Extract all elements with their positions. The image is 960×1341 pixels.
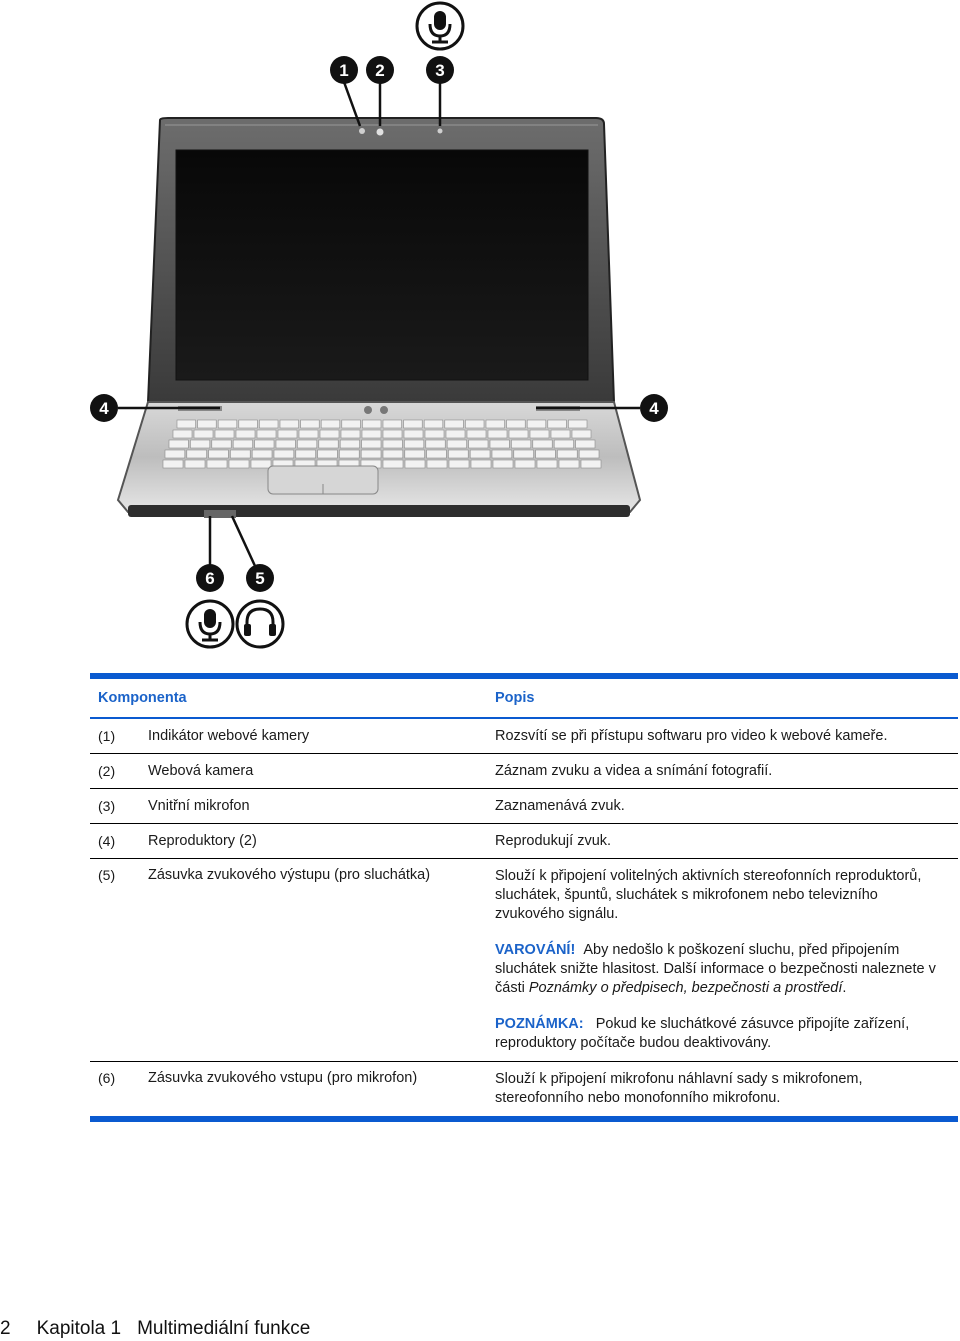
keyboard-key xyxy=(469,440,488,448)
callout-number: 3 xyxy=(435,61,445,80)
row-number: (6) xyxy=(98,1070,116,1086)
table-row xyxy=(90,859,958,1062)
keyboard-key xyxy=(405,460,425,468)
keyboard-key xyxy=(362,420,381,428)
keyboard-key xyxy=(530,430,549,438)
keyboard-key xyxy=(568,420,587,428)
keyboard-key xyxy=(230,450,250,458)
keyboard-key xyxy=(198,420,217,428)
keyboard-key xyxy=(488,430,507,438)
keyboard-key xyxy=(581,460,601,468)
keyboard-key xyxy=(190,440,209,448)
keyboard-key xyxy=(447,440,466,448)
keyboard-key xyxy=(383,440,402,448)
keyboard-key xyxy=(383,450,403,458)
keyboard-key xyxy=(492,450,512,458)
page-number: 2 xyxy=(0,1318,11,1339)
keyboard-key xyxy=(251,460,271,468)
keyboard-key xyxy=(207,460,227,468)
keyboard-key xyxy=(559,460,579,468)
keyboard-key xyxy=(341,430,360,438)
keyboard-key xyxy=(514,450,534,458)
keyboard-key xyxy=(537,460,557,468)
headphones-icon xyxy=(237,601,283,647)
callout-number: 6 xyxy=(205,569,215,588)
keyboard-key xyxy=(297,440,316,448)
keyboard-key xyxy=(229,460,249,468)
keyboard-key xyxy=(163,460,183,468)
table-row xyxy=(90,719,958,754)
callout-badge xyxy=(426,56,454,84)
note-paragraph xyxy=(495,1015,950,1053)
keyboard-key xyxy=(465,420,484,428)
keyboard-key xyxy=(239,420,258,428)
warning-end: . xyxy=(842,980,847,996)
keyboard-key xyxy=(509,430,528,438)
row-component: Zásuvka zvukového vstupu (pro mikrofon) xyxy=(148,1070,418,1086)
row-description: Slouží k připojení mikrofonu náhlavní sady s mikrofonem, stereofonního nebo monofonního mikrofonu. xyxy=(495,1071,863,1106)
keyboard-key xyxy=(572,430,591,438)
keyboard-key xyxy=(404,430,423,438)
table-row xyxy=(90,789,958,824)
row-description: Slouží k připojení volitelných aktivních stereofonních reproduktorů, sluchátek, špuntů, sluchátek s mikrofonem nebo televizního zvukového signálu. xyxy=(495,868,922,922)
keyboard-key xyxy=(299,430,318,438)
keyboard-key xyxy=(361,450,381,458)
keyboard-key xyxy=(257,430,276,438)
row-component: Vnitřní mikrofon xyxy=(148,798,250,814)
keyboard-key xyxy=(557,450,577,458)
warning-paragraph xyxy=(495,941,950,998)
row-component: Reproduktory (2) xyxy=(148,833,257,849)
keyboard-key xyxy=(536,450,556,458)
keyboard-key xyxy=(342,420,361,428)
callout-number: 4 xyxy=(99,399,109,418)
keyboard-key xyxy=(448,450,468,458)
keyboard-key xyxy=(533,440,552,448)
table-row xyxy=(90,754,958,789)
callout-badge xyxy=(90,394,118,422)
callout-number: 4 xyxy=(649,399,659,418)
keyboard-key xyxy=(318,450,338,458)
keyboard-key xyxy=(527,420,546,428)
chapter-label: Kapitola 1 xyxy=(36,1318,122,1339)
keyboard-key xyxy=(276,440,295,448)
keyboard-key xyxy=(426,440,445,448)
row-description: Zaznamenává zvuk. xyxy=(495,797,625,814)
keyboard-key xyxy=(339,450,359,458)
keyboard-key xyxy=(320,430,339,438)
keyboard-key xyxy=(576,440,595,448)
keyboard-key xyxy=(490,440,509,448)
keyboard-key xyxy=(362,440,381,448)
row-description: Záznam zvuku a videa a snímání fotografií. xyxy=(495,762,773,779)
keyboard-key xyxy=(280,420,299,428)
keyboard-key xyxy=(471,460,491,468)
keyboard-key xyxy=(383,460,403,468)
row-number: (2) xyxy=(98,763,116,779)
keyboard-key xyxy=(301,420,320,428)
keyboard-key xyxy=(215,430,234,438)
row-component: Webová kamera xyxy=(148,763,254,779)
callout-badge xyxy=(196,564,224,592)
keyboard-key xyxy=(321,420,340,428)
row-number: (3) xyxy=(98,798,116,814)
page-footer xyxy=(0,1318,310,1340)
warning-reference: Poznámky o předpisech, bezpečnosti a prostředí xyxy=(528,980,843,996)
header-component: Komponenta xyxy=(98,690,187,706)
keyboard-key xyxy=(319,440,338,448)
keyboard-key xyxy=(405,450,425,458)
callout-number: 5 xyxy=(255,569,265,588)
callout-number: 2 xyxy=(375,61,385,80)
keyboard-key xyxy=(445,420,464,428)
keyboard-key xyxy=(383,420,402,428)
keyboard-key xyxy=(173,430,192,438)
keyboard-key xyxy=(493,460,513,468)
keyboard-key xyxy=(169,440,188,448)
callout-badge xyxy=(366,56,394,84)
keyboard-key xyxy=(425,430,444,438)
keyboard-key xyxy=(486,420,505,428)
callout-badge xyxy=(246,564,274,592)
microphone-icon xyxy=(187,601,233,647)
keyboard-key xyxy=(511,440,530,448)
row-number: (1) xyxy=(98,728,116,744)
table-bottom-rule xyxy=(90,1116,958,1122)
keyboard-key xyxy=(383,430,402,438)
keyboard-key xyxy=(515,460,535,468)
keyboard-key xyxy=(579,450,599,458)
row-description: Reprodukují zvuk. xyxy=(495,832,612,849)
warning-label: VAROVÁNÍ! xyxy=(495,942,576,958)
keyboard-key xyxy=(404,440,423,448)
warning-text: Aby nedošlo k poškození sluchu, před připojením sluchátek snižte hlasitost. Další informace o bezpečnosti naleznete v části xyxy=(495,942,936,996)
callout-badge xyxy=(330,56,358,84)
keyboard-key xyxy=(467,430,486,438)
microphone-icon xyxy=(417,3,463,49)
keyboard-key xyxy=(427,450,447,458)
row-component: Indikátor webové kamery xyxy=(148,728,310,744)
keyboard-key xyxy=(165,450,185,458)
keyboard-key xyxy=(236,430,255,438)
row-component: Zásuvka zvukového výstupu (pro sluchátka) xyxy=(148,867,431,883)
chapter-title: Multimediální funkce xyxy=(137,1318,311,1339)
webcam-lens xyxy=(377,129,384,136)
keyboard-key xyxy=(404,420,423,428)
webcam-light xyxy=(359,128,365,134)
callout-badge xyxy=(640,394,668,422)
table-header xyxy=(90,679,958,717)
keyboard-key xyxy=(446,430,465,438)
keyboard-key xyxy=(507,420,526,428)
keyboard-key xyxy=(185,460,205,468)
laptop-illustration xyxy=(0,0,960,660)
note-label: POZNÁMKA: xyxy=(495,1016,584,1032)
keyboard-key xyxy=(194,430,213,438)
keyboard-key xyxy=(427,460,447,468)
callout-number: 1 xyxy=(339,61,349,80)
keyboard-key xyxy=(548,420,567,428)
table-row xyxy=(90,824,958,859)
keyboard-key xyxy=(424,420,443,428)
keyboard-key xyxy=(340,440,359,448)
keyboard-key xyxy=(274,450,294,458)
keyboard-key xyxy=(187,450,207,458)
row-description: Rozsvítí se při přístupu softwaru pro video k webové kameře. xyxy=(495,727,888,744)
keyboard-key xyxy=(218,420,237,428)
keyboard-key xyxy=(233,440,252,448)
laptop-screen xyxy=(176,150,588,380)
keyboard-key xyxy=(470,450,490,458)
row-number: (4) xyxy=(98,833,116,849)
row-number: (5) xyxy=(98,867,116,883)
table-row xyxy=(90,1062,958,1116)
keyboard-key xyxy=(209,450,229,458)
internal-mic xyxy=(438,129,443,134)
keyboard-key xyxy=(296,450,316,458)
keyboard-key xyxy=(255,440,274,448)
keyboard-key xyxy=(177,420,196,428)
keyboard-key xyxy=(252,450,272,458)
keyboard-key xyxy=(551,430,570,438)
header-description: Popis xyxy=(495,690,535,706)
keyboard-key xyxy=(278,430,297,438)
keyboard-key xyxy=(259,420,278,428)
components-table xyxy=(90,673,958,1122)
note-text: Pokud ke sluchátkové zásuvce připojíte zařízení, reproduktory počítače budou deaktivovány. xyxy=(495,1016,910,1051)
keyboard-key xyxy=(554,440,573,448)
keyboard-key xyxy=(212,440,231,448)
keyboard-key xyxy=(362,430,381,438)
keyboard-key xyxy=(449,460,469,468)
row-description-block xyxy=(495,867,950,1053)
